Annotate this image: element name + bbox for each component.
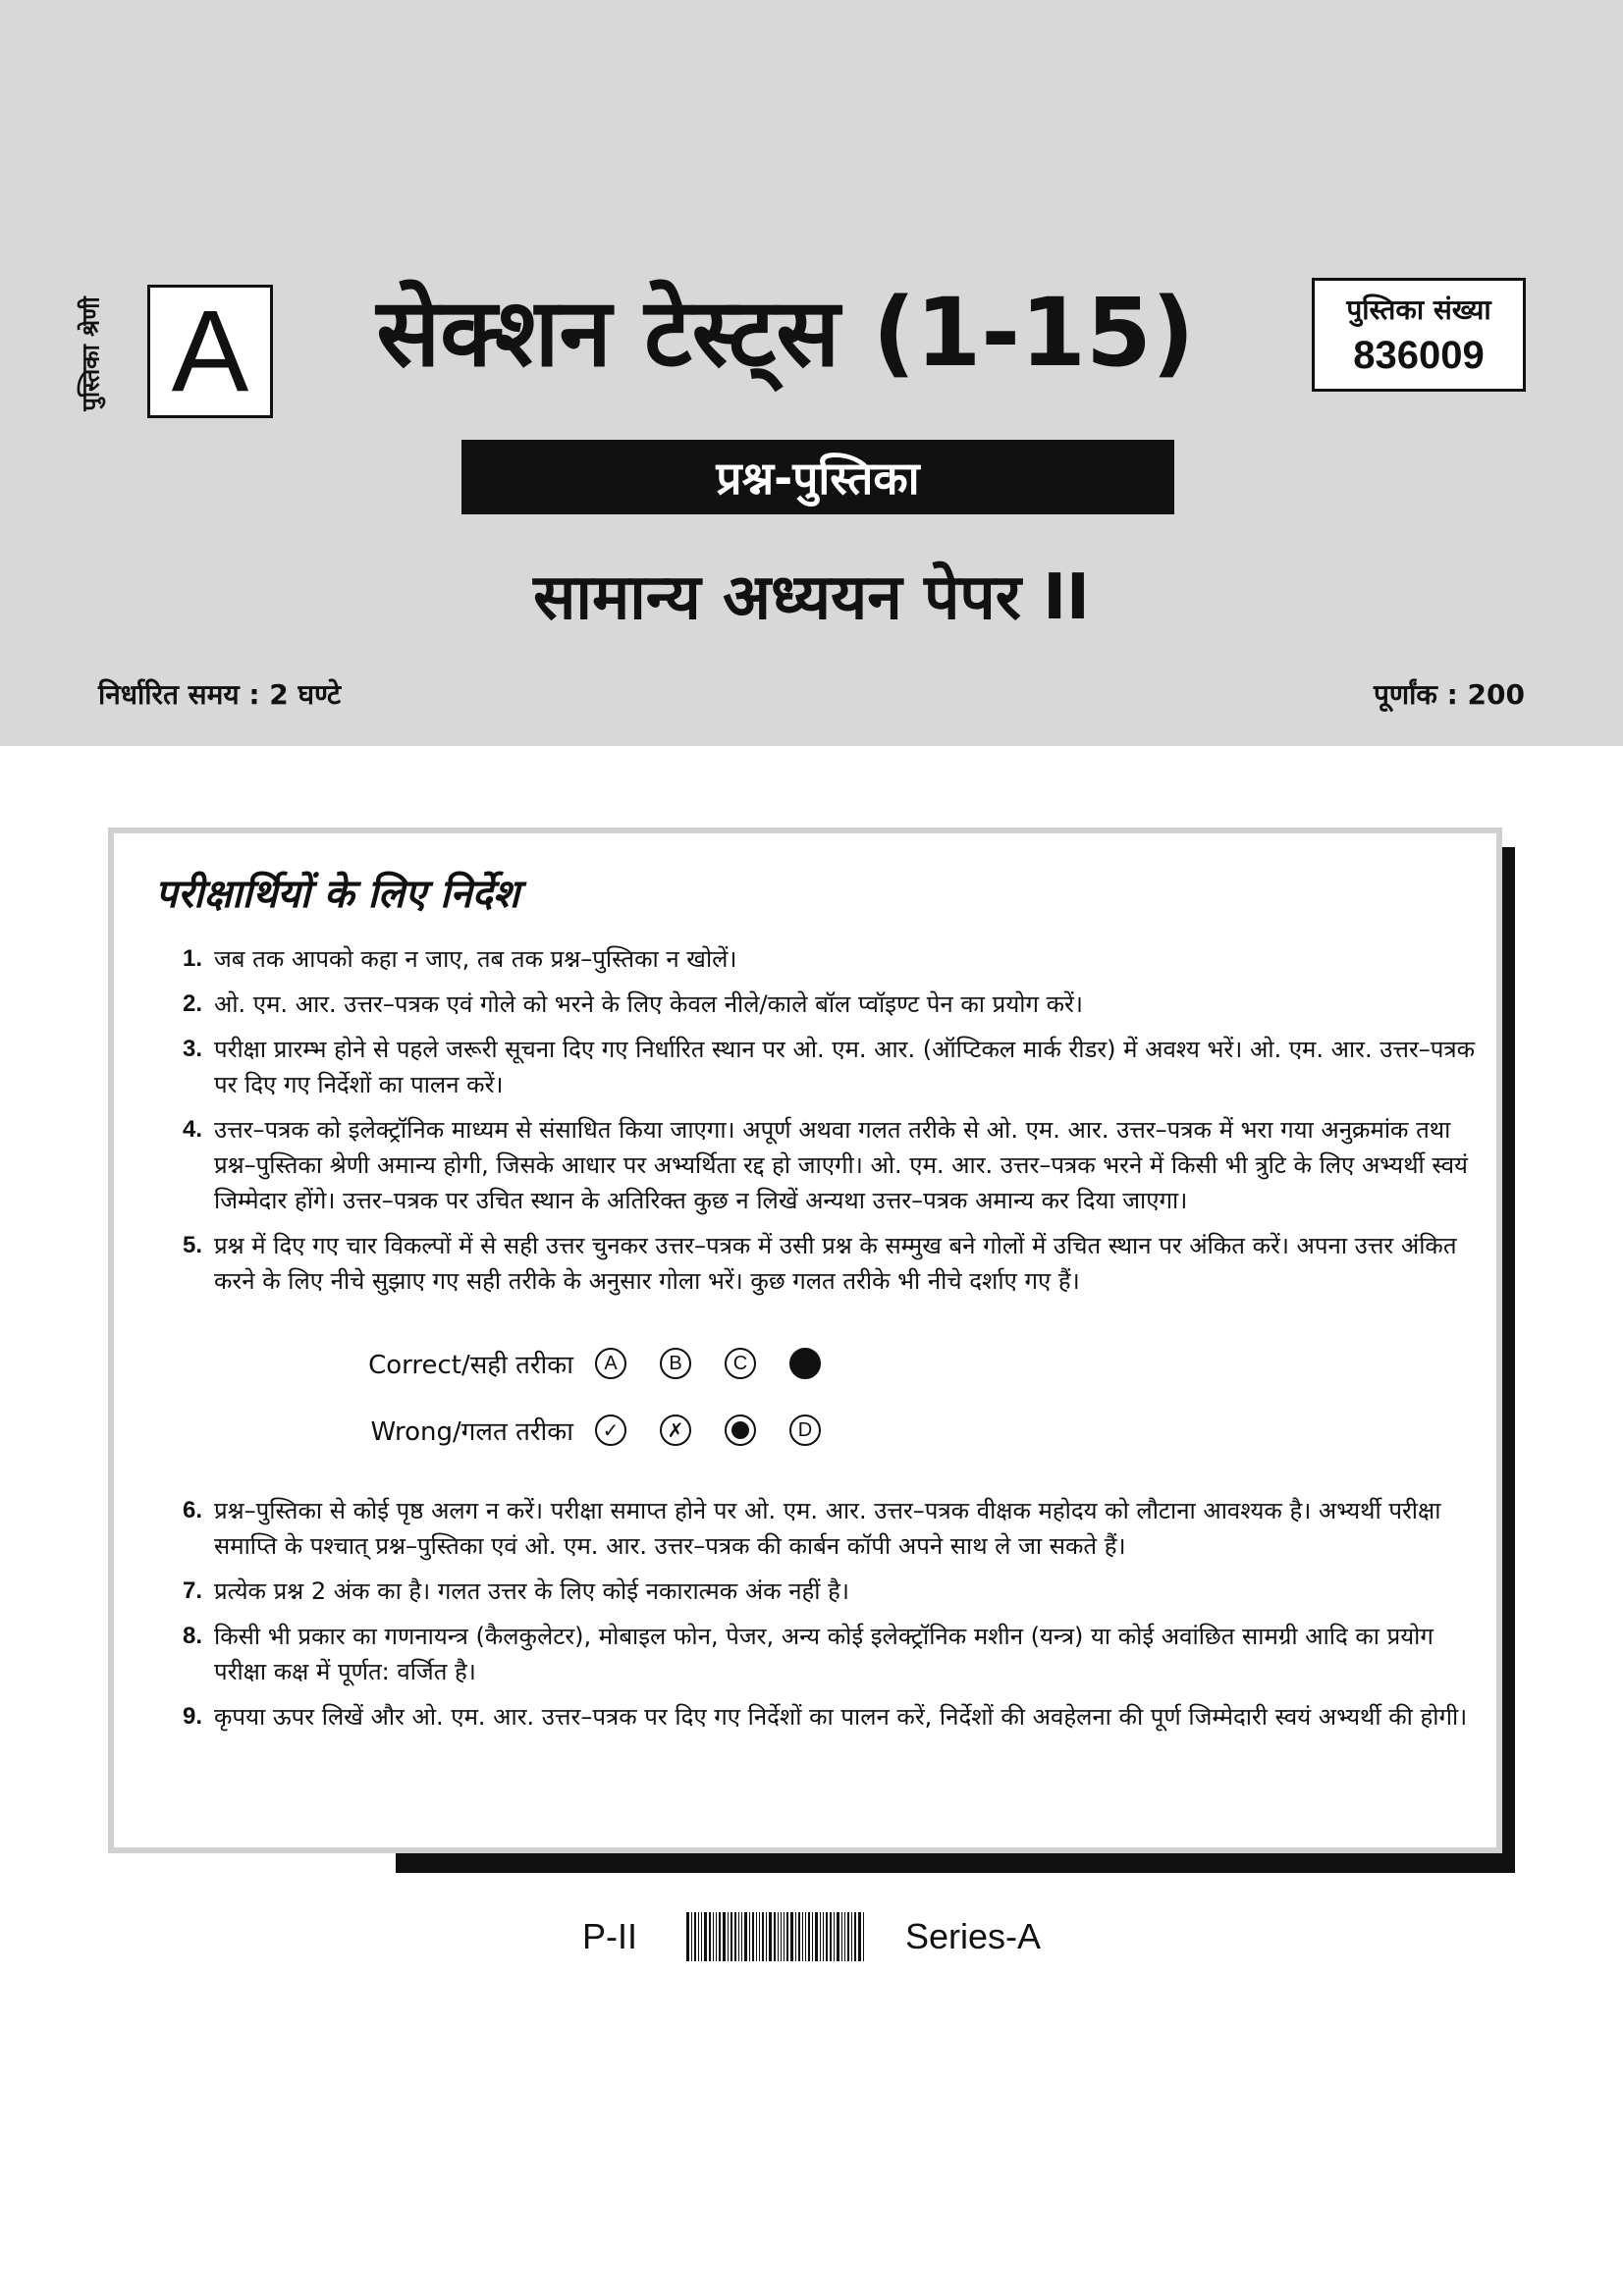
series-letter-box: A <box>147 285 273 418</box>
barcode-bar <box>709 1912 711 1961</box>
bubble-crossed: ✗ <box>660 1415 691 1446</box>
barcode-image <box>686 1912 866 1961</box>
barcode-bar <box>723 1912 726 1961</box>
barcode-bar <box>837 1912 839 1961</box>
barcode-bar <box>749 1912 750 1961</box>
barcode-bar <box>851 1912 852 1961</box>
booklet-type-banner: प्रश्न-पुस्तिका <box>461 440 1174 514</box>
instruction-number: 5. <box>183 1232 203 1258</box>
bubble-partially-filled <box>725 1415 756 1446</box>
time-allowed: निर्धारित समय : 2 घण्टे <box>98 678 342 711</box>
instruction-item <box>183 1699 1479 1735</box>
barcode-bar <box>734 1912 736 1961</box>
instruction-item <box>183 1574 1479 1609</box>
bubble-filled <box>789 1348 821 1379</box>
barcode-bar <box>713 1912 714 1961</box>
instruction-number: 2. <box>183 990 203 1017</box>
barcode-bar <box>719 1912 721 1961</box>
wrong-method-row <box>183 1403 1479 1458</box>
barcode-bar <box>802 1912 803 1961</box>
barcode-bar <box>863 1912 864 1961</box>
series-vertical-label <box>69 285 112 422</box>
barcode-bar <box>769 1912 772 1961</box>
barcode-bar <box>795 1912 796 1961</box>
series-label-text: पुस्तिका श्रेणी <box>77 295 105 411</box>
barcode-bar <box>812 1912 813 1961</box>
barcode-bar <box>730 1912 732 1961</box>
barcode-bar <box>741 1912 742 1961</box>
correct-method-label: Correct/सही तरीका <box>368 1351 573 1380</box>
barcode-bar <box>774 1912 776 1961</box>
bubble-a: A <box>595 1348 626 1379</box>
instructions-box <box>108 828 1502 1853</box>
barcode-bar <box>841 1912 842 1961</box>
barcode-bar <box>858 1912 861 1961</box>
instruction-number: 8. <box>183 1623 203 1649</box>
barcode-bar <box>766 1912 767 1961</box>
barcode-bar <box>759 1912 760 1961</box>
instruction-text: प्रश्न में दिए गए चार विकल्पों में से सही उत्तर चुनकर उत्तर–पत्रक में उसी प्रश्न के सम्मुख बने गोलों में उचित स्थान पर अंकित करें। अपना उत्तर अंकित करने के लिए नीचे सुझाए गए सही तरीके के अनुसार गोला भरें। कुछ गलत तरीके भी नीचे दर्शाए गए हैं। <box>214 1232 1457 1295</box>
barcode-bar <box>701 1912 702 1961</box>
instruction-text: जब तक आपको कहा न जाए, तब तक प्रश्न–पुस्तिका न खोलें। <box>214 945 737 973</box>
barcode-bar <box>820 1912 821 1961</box>
instruction-item <box>183 1112 1479 1218</box>
instruction-text: कृपया ऊपर लिखें और ओ. एम. आर. उत्तर–पत्रक पर दिए गए निर्देशों का पालन करें, निर्देशों की अवहेलना की पूर्ण जिम्मेदारी स्वयं अभ्यर्थी की होगी। <box>214 1703 1468 1731</box>
instruction-item <box>183 1619 1479 1689</box>
instruction-number: 7. <box>183 1577 203 1604</box>
instruction-number: 1. <box>183 945 203 972</box>
barcode-bar <box>798 1912 800 1961</box>
paper-subtitle: सामान्य अध्ययन पेपर II <box>533 561 1090 634</box>
barcode-bar <box>830 1912 832 1961</box>
barcode-bar <box>756 1912 757 1961</box>
barcode-bar <box>854 1912 856 1961</box>
instruction-text: प्रत्येक प्रश्न 2 अंक का है। गलत उत्तर के लिए कोई नकारात्मक अंक नहीं है। <box>214 1577 849 1605</box>
barcode-bar <box>762 1912 764 1961</box>
instruction-number: 6. <box>183 1497 203 1523</box>
barcode-bar <box>738 1912 739 1961</box>
barcode-bar <box>815 1912 818 1961</box>
barcode-bar <box>847 1912 849 1961</box>
barcode-bar <box>686 1912 689 1961</box>
barcode-bar <box>808 1912 810 1961</box>
bubble-ticked: ✓ <box>595 1415 626 1446</box>
barcode-bar <box>805 1912 806 1961</box>
barcode-bar <box>744 1912 747 1961</box>
instruction-number: 3. <box>183 1036 203 1062</box>
barcode-bar <box>826 1912 828 1961</box>
barcode-bar <box>694 1912 696 1961</box>
instruction-item <box>183 1032 1479 1102</box>
barcode-bar <box>778 1912 779 1961</box>
series-code: Series-A <box>904 1916 1042 1956</box>
cover-header <box>0 0 1623 746</box>
booklet-number-value: 836009 <box>1353 334 1485 377</box>
barcode-bar <box>781 1912 782 1961</box>
instruction-item <box>183 1493 1479 1564</box>
maximum-marks: पूर्णांक : 200 <box>1373 678 1525 711</box>
barcode-bar <box>698 1912 699 1961</box>
booklet-number-label: पुस्तिका संख्या <box>1346 294 1491 326</box>
bubble-d: D <box>789 1415 821 1446</box>
booklet-number-box <box>1312 278 1526 392</box>
instruction-item <box>183 987 1479 1022</box>
barcode-bar <box>691 1912 692 1961</box>
page-footer <box>0 1907 1623 1966</box>
bubble-examples <box>183 1336 1479 1458</box>
wrong-method-label: Wrong/गलत तरीका <box>370 1417 573 1447</box>
barcode-bar <box>790 1912 793 1961</box>
instruction-text: किसी भी प्रकार का गणनायन्त्र (कैलकुलेटर), मोबाइल फोन, पेजर, अन्य कोई इलेक्ट्रॉनिक मशीन (यन्त्र) या कोई अवांछित सामग्री आदि का प्रयोग परीक्षा कक्ष में पूर्णत: वर्जित है। <box>214 1623 1434 1685</box>
bubble-c: C <box>725 1348 756 1379</box>
instruction-item <box>183 941 1479 977</box>
barcode-bar <box>728 1912 729 1961</box>
barcode-bar <box>716 1912 717 1961</box>
barcode-bar <box>704 1912 707 1961</box>
page-title: सेक्शन टेस्ट्स (1-15) <box>376 277 1195 388</box>
barcode-bar <box>752 1912 754 1961</box>
instruction-text: परीक्षा प्रारम्भ होने से पहले जरूरी सूचना दिए गए निर्धारित स्थान पर ओ. एम. आर. (ऑप्टिकल मार्क रीडर) में अवश्य भरें। ओ. एम. आर. उत्तर–पत्रक पर दिए गए निर्देशों का पालन करें। <box>214 1036 1476 1098</box>
instruction-text: उत्तर–पत्रक को इलेक्ट्रॉनिक माध्यम से संसाधित किया जाएगा। अपूर्ण अथवा गलत तरीके से ओ. एम. आर. उत्तर–पत्रक में भरा गया अनुक्रमांक तथा प्रश्न–पुस्तिका श्रेणी अमान्य होगी, जिसके आधार पर अभ्यर्थिता रद्द हो जाएगी। ओ. एम. आर. उत्तर–पत्रक भरने में किसी भी त्रुटि के लिए अभ्यर्थी स्वयं जिम्मेदार होंगे। उत्तर–पत्रक पर उचित स्थान के अतिरिक्त कुछ न लिखें अन्यथा उत्तर–पत्रक अमान्य कर दिया जाएगा। <box>214 1116 1468 1214</box>
bubble-b: B <box>660 1348 691 1379</box>
instruction-number: 9. <box>183 1703 203 1730</box>
instructions-list <box>183 941 1479 1744</box>
barcode-bar <box>834 1912 835 1961</box>
barcode-bar <box>786 1912 788 1961</box>
barcode-bar <box>823 1912 824 1961</box>
instruction-text: ओ. एम. आर. उत्तर–पत्रक एवं गोले को भरने के लिए केवल नीले/काले बॉल प्वॉइण्ट पेन का प्रयोग करें। <box>214 990 1083 1018</box>
correct-method-row <box>183 1336 1479 1391</box>
instruction-item <box>183 1228 1479 1299</box>
paper-code: P-II <box>581 1916 637 1956</box>
instructions-heading: परीक्षार्थियों के लिए निर्देश <box>155 872 520 917</box>
barcode-bar <box>844 1912 845 1961</box>
instruction-number: 4. <box>183 1116 203 1143</box>
instruction-text: प्रश्न–पुस्तिका से कोई पृष्ठ अलग न करें। परीक्षा समाप्त होने पर ओ. एम. आर. उत्तर–पत्रक वीक्षक महोदय को लौटाना आवश्यक है। अभ्यर्थी परीक्षा समाप्ति के पश्चात् प्रश्न–पुस्तिका एवं ओ. एम. आर. उत्तर–पत्रक की कार्बन कॉपी अपने साथ ले जा सकते हैं। <box>214 1497 1441 1560</box>
